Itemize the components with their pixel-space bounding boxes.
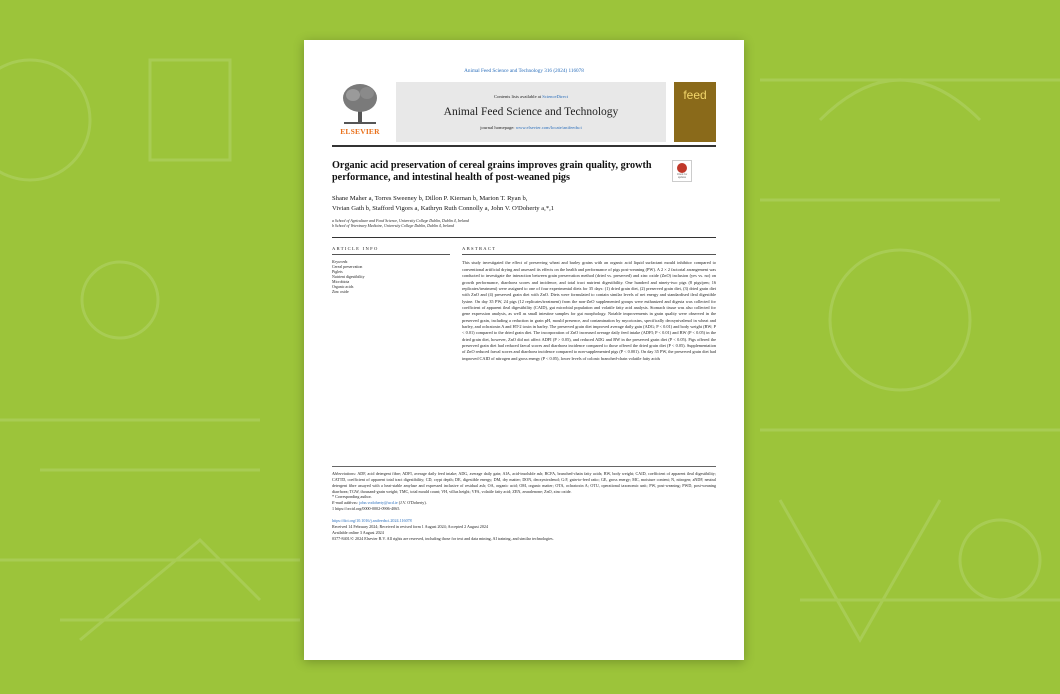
article-info-column <box>332 246 450 450</box>
abstract-heading: ABSTRACT <box>462 246 716 255</box>
check-updates-label: Check for updates <box>676 173 688 179</box>
sciencedirect-link[interactable]: ScienceDirect <box>542 94 568 99</box>
journal-title: Animal Feed Science and Technology <box>443 106 619 118</box>
authors-line-2: Vivian Gath b, Stafford Vigors a, Kathryn Ruth Connolly a, John V. O'Doherty a,*,1 <box>332 204 555 212</box>
keywords-heading: Keywords <box>332 260 348 265</box>
check-for-updates-badge[interactable] <box>672 160 692 182</box>
email-link[interactable]: john.vodoherty@ucd.ie <box>359 500 398 505</box>
article-body <box>332 246 716 450</box>
footnotes <box>332 466 716 511</box>
keyword-item: Microbiota <box>332 280 350 285</box>
affiliation-a: a School of Agriculture and Food Science, University College Dublin, Dublin 4, Ireland <box>332 218 469 223</box>
keyword-item: Piglets <box>332 270 343 275</box>
article-title: Organic acid preservation of cereal grains improves grain quality, growth performance, and intestinal health of post-weaned pigs <box>332 159 652 183</box>
doi-link[interactable]: https://doi.org/10.1016/j.anifeedsci.2024.116078 <box>332 518 412 524</box>
title-rule <box>332 237 716 238</box>
corresponding-author: * Corresponding author. <box>332 494 372 500</box>
homepage-link[interactable]: www.elsevier.com/locate/anifeedsci <box>515 125 582 130</box>
journal-banner <box>396 82 666 142</box>
article-meta <box>332 518 716 541</box>
header-rule <box>332 145 716 147</box>
check-updates-icon <box>677 163 687 173</box>
email-line: E-mail address: john.vodoherty@ucd.ie (J.V. O'Doherty). <box>332 500 427 505</box>
contents-line: Contents lists available at ScienceDirect <box>494 94 568 99</box>
article-info-heading: ARTICLE INFO <box>332 246 450 255</box>
copyright: 0377-8401/© 2024 Elsevier B.V. All rights are reserved, including those for text and data mining, AI training, and similar technologies. <box>332 535 554 541</box>
authors-line-1: Shane Maher a, Torres Sweeney b, Dillon P. Kiernan b, Marion T. Ryan b, <box>332 194 528 202</box>
orcid-link[interactable]: 1 https://orcid.org/0000-0002-0906-4065. <box>332 505 401 511</box>
publisher-name: ELSEVIER <box>340 127 380 136</box>
keyword-item: Nutrient digestibility <box>332 275 365 280</box>
journal-citation[interactable]: Animal Feed Science and Technology 316 (2024) 116078 <box>464 68 584 74</box>
paper-page <box>304 40 744 660</box>
abstract-text: This study investigated the effect of preserving wheat and barley grains with an organic acid liquid surfactant mould inhibitor compared to conventional artificial drying and assessed its effects on the health and performance of pigs post-weaning (PW). A 2 × 2 factorial arrangement was conducted to investigate the interaction between grain preservation method (dried vs. preserved) and zinc oxide (ZnO) inclusion (yes vs. no) on growth performance, diarrhoea scores and incidence, and total tract nutrient digestibility. One hundred and ninety-two pigs (8 pigs/pen; 16 replicates/treatment) were assigned to one of four experimental diets for 35 days: (1) dried grain diet, (2) preserved grain diet, (3) dried grain diet with ZnO and (4) preserved grain diet with ZnO. Diets were formulated to contain similar levels of net energy and standardised ileal digestible lysine. On day 35 PW, 24 pigs (12 replicates/treatment) from the non-ZnO supplemented groups were euthanized and digesta was collected for coefficient of apparent ileal digestibility (CAID), gut microbial population and volatile fatty acid analysis. Stomach tissue was also collected for gene expression analysis, as well as small intestine samples for gut morphology. Notable improvements in grain quality were observed in the preserved grain, including a reduction in grain pH, mould presence, and contamination by mycotoxins, specifically deoxynivalenol in wheat and barley, and ochratoxin A and HT-2 toxin in barley. The preserved grain diet improved average daily gain (ADG; P < 0.01) and body weight (BW; P < 0.01) compared to the dried grain diet. The incorporation of ZnO increased average daily feed intake (ADFI; P < 0.01) and BW (P < 0.05) in the dried grain diet, however, ZnO did not affect ADFI (P > 0.05), and reduced ADG and BW in the preserved grain diet (P < 0.05). Pigs offered the preserved grain diet had reduced faecal scores and diarrhoea incidence compared to those offered the dried grain diet (P < 0.05). Supplementation of ZnO reduced faecal scores and diarrhoea incidence compared to non-supplemented pigs (P < 0.001). On day 35 PW, the preserved grain diet had improved CAID of nitrogen and gross energy (P < 0.05), lower levels of colonic branched-chain volatile fatty acids <box>462 260 716 361</box>
keyword-item: Organic acids <box>332 285 354 290</box>
received-dates: Received 14 February 2024; Received in revised form 1 August 2024; Accepted 2 August 2024 <box>332 524 488 530</box>
abbreviations: Abbreviations: ADF, acid detergent fibre; ADFI, average daily feed intake; ADG, average daily gain; AIA, acid-insoluble ash; BCFA, branched-chain fatty acids; BW, body weight; CAID, coefficient of apparent ileal digestibility; CATTD, coefficient of apparent total tract digestibility; CD, crypt depth; DE, digestible energy; DM, dry matter; DON, deoxynivalenol; G:F, gain-to-feed ratio; GE, gross energy; MC, moisture content; N, nitrogen; aNDF, neutral detergent fibre assayed with a heat-stable amylase and expressed inclusive of residual ash; OA, organic acid; OM, organic matter; OTA, ochratoxin A; OTU, operational taxonomic unit; PW, post-weaning; PWD, post-weaning diarrhoea; TGW, thousand-grain weight; TMC, total mould count; VH, villus height; VFA, volatile fatty acid; ZEN, zearalenone; ZnO, zinc oxide. <box>332 471 716 494</box>
abstract-column <box>462 246 716 450</box>
elsevier-logo <box>332 82 388 142</box>
author-list <box>332 194 716 214</box>
elsevier-tree-icon <box>340 82 380 126</box>
journal-header <box>332 82 716 142</box>
affiliation-b: b School of Veterinary Medicine, University College Dublin, Dublin 4, Ireland <box>332 224 455 229</box>
journal-cover-thumbnail <box>674 82 716 142</box>
keyword-item: Zinc oxide <box>332 290 349 295</box>
homepage-line: journal homepage: www.elsevier.com/locate/anifeedsci <box>480 125 582 130</box>
affiliations <box>332 219 716 230</box>
keyword-item: Cereal preservation <box>332 265 363 270</box>
available-online: Available online 3 August 2024 <box>332 529 384 535</box>
cover-text: feed <box>683 88 707 102</box>
